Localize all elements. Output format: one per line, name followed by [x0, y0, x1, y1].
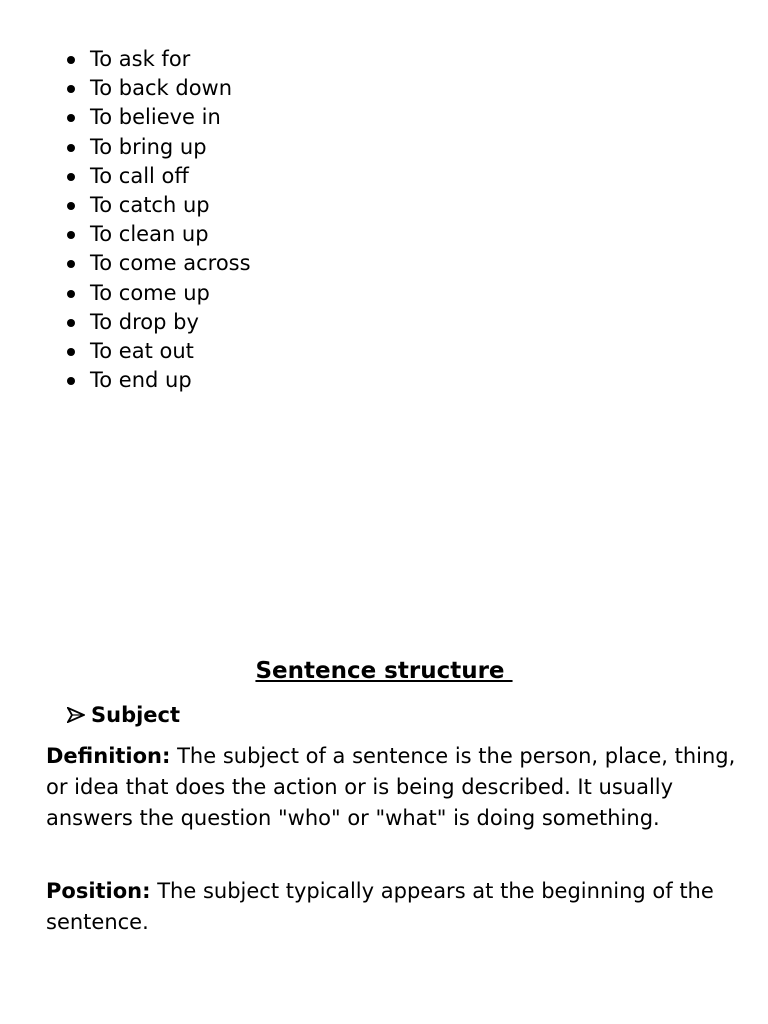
- position-paragraph: [46, 876, 736, 938]
- list-item: [0, 279, 251, 308]
- subheading-label: Subject: [91, 703, 181, 727]
- bullet-icon: [67, 202, 75, 210]
- list-item: [0, 249, 251, 278]
- list-item-text: To believe in: [90, 105, 221, 130]
- list-item: [0, 366, 251, 395]
- list-item: [0, 103, 251, 132]
- list-item: [0, 191, 251, 220]
- list-item-text: To back down: [90, 76, 233, 101]
- bullet-icon: [67, 231, 75, 239]
- bullet-icon: [67, 260, 75, 268]
- section-title: Sentence structure: [255, 658, 513, 684]
- definition-text: The subject of a sentence is the person, place, thing, or idea that does the action or is being described. It usually answers the question "who" or "what" is doing something.: [46, 744, 736, 830]
- subheading: [67, 700, 180, 730]
- list-item-text: To clean up: [90, 222, 209, 247]
- bullet-icon: [67, 348, 75, 356]
- list-item: [0, 337, 251, 366]
- bullet-icon: [67, 290, 75, 298]
- bullet-icon: [67, 377, 75, 385]
- definition-paragraph: [46, 741, 736, 834]
- list-item: [0, 220, 251, 249]
- position-term: Position:: [46, 879, 151, 903]
- position-text: The subject typically appears at the beginning of the sentence.: [46, 879, 714, 934]
- bullet-icon: [67, 56, 75, 64]
- list-item-text: To bring up: [90, 134, 207, 159]
- list-item-text: To eat out: [90, 338, 194, 363]
- list-item-text: To drop by: [90, 309, 199, 334]
- bullet-icon: [67, 173, 75, 181]
- bullet-icon: [67, 85, 75, 93]
- arrow-right-icon: [67, 707, 85, 723]
- bullet-icon: [67, 144, 75, 152]
- phrasal-verb-list: [0, 45, 251, 395]
- list-item: [0, 74, 251, 103]
- bullet-icon: [67, 114, 75, 122]
- bullet-icon: [67, 319, 75, 327]
- list-item: [0, 133, 251, 162]
- list-item-text: To ask for: [90, 47, 191, 71]
- definition-term: Definition:: [46, 744, 171, 768]
- list-item-text: To end up: [90, 368, 192, 393]
- list-item-text: To come up: [90, 280, 210, 305]
- list-item-text: To catch up: [90, 192, 210, 217]
- list-item: [0, 162, 251, 191]
- list-item-text: To call off: [90, 163, 189, 188]
- list-item: [0, 308, 251, 337]
- list-item: [0, 45, 251, 74]
- list-item-text: To come across: [90, 251, 251, 276]
